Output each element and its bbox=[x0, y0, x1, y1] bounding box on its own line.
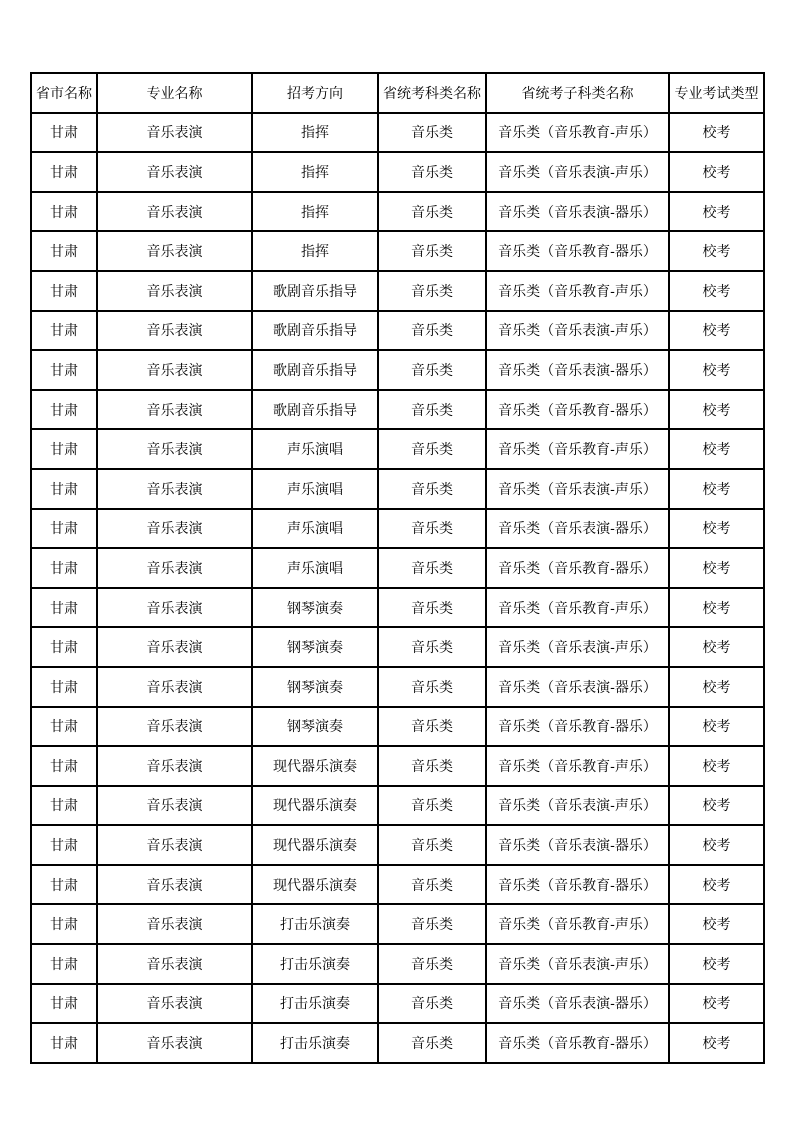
header-exam-category: 省统考科类名称 bbox=[378, 73, 486, 113]
cell-province: 甘肃 bbox=[31, 746, 97, 786]
cell-major: 音乐表演 bbox=[97, 1023, 252, 1063]
cell-direction: 现代器乐演奏 bbox=[252, 825, 378, 865]
table-row bbox=[31, 271, 764, 311]
cell-exam-subcategory: 音乐类（音乐表演-器乐） bbox=[486, 984, 669, 1024]
cell-exam-type: 校考 bbox=[669, 231, 764, 271]
cell-province: 甘肃 bbox=[31, 350, 97, 390]
cell-direction: 声乐演唱 bbox=[252, 429, 378, 469]
cell-exam-category: 音乐类 bbox=[378, 904, 486, 944]
cell-direction: 打击乐演奏 bbox=[252, 944, 378, 984]
cell-exam-type: 校考 bbox=[669, 627, 764, 667]
cell-province: 甘肃 bbox=[31, 469, 97, 509]
cell-exam-type: 校考 bbox=[669, 429, 764, 469]
cell-exam-type: 校考 bbox=[669, 667, 764, 707]
cell-exam-category: 音乐类 bbox=[378, 786, 486, 826]
cell-exam-category: 音乐类 bbox=[378, 746, 486, 786]
cell-major: 音乐表演 bbox=[97, 786, 252, 826]
document-page bbox=[30, 72, 763, 1064]
cell-exam-type: 校考 bbox=[669, 113, 764, 153]
header-province: 省市名称 bbox=[31, 73, 97, 113]
cell-major: 音乐表演 bbox=[97, 825, 252, 865]
cell-province: 甘肃 bbox=[31, 429, 97, 469]
table-row bbox=[31, 707, 764, 747]
cell-direction: 声乐演唱 bbox=[252, 469, 378, 509]
cell-exam-subcategory: 音乐类（音乐教育-声乐） bbox=[486, 746, 669, 786]
table-header bbox=[31, 73, 764, 113]
table-row bbox=[31, 667, 764, 707]
cell-exam-category: 音乐类 bbox=[378, 509, 486, 549]
cell-major: 音乐表演 bbox=[97, 429, 252, 469]
cell-direction: 现代器乐演奏 bbox=[252, 786, 378, 826]
cell-province: 甘肃 bbox=[31, 707, 97, 747]
cell-major: 音乐表演 bbox=[97, 271, 252, 311]
cell-exam-subcategory: 音乐类（音乐表演-声乐） bbox=[486, 944, 669, 984]
cell-exam-subcategory: 音乐类（音乐表演-声乐） bbox=[486, 469, 669, 509]
cell-exam-category: 音乐类 bbox=[378, 944, 486, 984]
cell-province: 甘肃 bbox=[31, 1023, 97, 1063]
cell-major: 音乐表演 bbox=[97, 152, 252, 192]
cell-province: 甘肃 bbox=[31, 588, 97, 628]
table-body bbox=[31, 113, 764, 1063]
cell-exam-category: 音乐类 bbox=[378, 192, 486, 232]
table-row bbox=[31, 548, 764, 588]
cell-exam-category: 音乐类 bbox=[378, 390, 486, 430]
cell-direction: 声乐演唱 bbox=[252, 548, 378, 588]
table-row bbox=[31, 311, 764, 351]
cell-major: 音乐表演 bbox=[97, 588, 252, 628]
cell-exam-category: 音乐类 bbox=[378, 667, 486, 707]
cell-major: 音乐表演 bbox=[97, 865, 252, 905]
table-row bbox=[31, 113, 764, 153]
cell-province: 甘肃 bbox=[31, 627, 97, 667]
cell-exam-subcategory: 音乐类（音乐教育-器乐） bbox=[486, 865, 669, 905]
table-row bbox=[31, 865, 764, 905]
cell-major: 音乐表演 bbox=[97, 231, 252, 271]
cell-major: 音乐表演 bbox=[97, 509, 252, 549]
cell-exam-subcategory: 音乐类（音乐教育-器乐） bbox=[486, 707, 669, 747]
cell-direction: 打击乐演奏 bbox=[252, 904, 378, 944]
table-row bbox=[31, 231, 764, 271]
cell-major: 音乐表演 bbox=[97, 311, 252, 351]
cell-exam-subcategory: 音乐类（音乐表演-器乐） bbox=[486, 350, 669, 390]
table-row bbox=[31, 390, 764, 430]
cell-exam-type: 校考 bbox=[669, 904, 764, 944]
cell-exam-category: 音乐类 bbox=[378, 588, 486, 628]
cell-exam-type: 校考 bbox=[669, 588, 764, 628]
cell-direction: 歌剧音乐指导 bbox=[252, 311, 378, 351]
cell-major: 音乐表演 bbox=[97, 746, 252, 786]
cell-exam-category: 音乐类 bbox=[378, 152, 486, 192]
cell-exam-type: 校考 bbox=[669, 825, 764, 865]
cell-direction: 歌剧音乐指导 bbox=[252, 271, 378, 311]
cell-exam-subcategory: 音乐类（音乐表演-声乐） bbox=[486, 786, 669, 826]
cell-exam-subcategory: 音乐类（音乐教育-声乐） bbox=[486, 429, 669, 469]
header-major: 专业名称 bbox=[97, 73, 252, 113]
header-direction: 招考方向 bbox=[252, 73, 378, 113]
cell-province: 甘肃 bbox=[31, 825, 97, 865]
cell-direction: 指挥 bbox=[252, 113, 378, 153]
cell-exam-subcategory: 音乐类（音乐教育-声乐） bbox=[486, 113, 669, 153]
cell-exam-type: 校考 bbox=[669, 548, 764, 588]
cell-province: 甘肃 bbox=[31, 786, 97, 826]
table-row bbox=[31, 984, 764, 1024]
cell-exam-type: 校考 bbox=[669, 469, 764, 509]
header-exam-type: 专业考试类型 bbox=[669, 73, 764, 113]
cell-exam-category: 音乐类 bbox=[378, 1023, 486, 1063]
table-row bbox=[31, 509, 764, 549]
table-row bbox=[31, 786, 764, 826]
cell-exam-category: 音乐类 bbox=[378, 707, 486, 747]
cell-exam-type: 校考 bbox=[669, 707, 764, 747]
cell-direction: 钢琴演奏 bbox=[252, 627, 378, 667]
table-row bbox=[31, 192, 764, 232]
table-row bbox=[31, 1023, 764, 1063]
cell-exam-type: 校考 bbox=[669, 746, 764, 786]
table-row bbox=[31, 588, 764, 628]
cell-exam-type: 校考 bbox=[669, 984, 764, 1024]
cell-major: 音乐表演 bbox=[97, 350, 252, 390]
cell-major: 音乐表演 bbox=[97, 113, 252, 153]
cell-exam-type: 校考 bbox=[669, 944, 764, 984]
cell-province: 甘肃 bbox=[31, 192, 97, 232]
cell-province: 甘肃 bbox=[31, 152, 97, 192]
table-row bbox=[31, 350, 764, 390]
cell-direction: 指挥 bbox=[252, 231, 378, 271]
cell-exam-category: 音乐类 bbox=[378, 548, 486, 588]
cell-exam-subcategory: 音乐类（音乐教育-器乐） bbox=[486, 390, 669, 430]
table-row bbox=[31, 627, 764, 667]
cell-province: 甘肃 bbox=[31, 865, 97, 905]
cell-direction: 指挥 bbox=[252, 152, 378, 192]
cell-exam-type: 校考 bbox=[669, 1023, 764, 1063]
cell-direction: 钢琴演奏 bbox=[252, 707, 378, 747]
cell-exam-subcategory: 音乐类（音乐表演-器乐） bbox=[486, 509, 669, 549]
cell-major: 音乐表演 bbox=[97, 627, 252, 667]
cell-province: 甘肃 bbox=[31, 944, 97, 984]
cell-major: 音乐表演 bbox=[97, 192, 252, 232]
cell-direction: 现代器乐演奏 bbox=[252, 865, 378, 905]
admissions-table bbox=[30, 72, 765, 1064]
cell-exam-subcategory: 音乐类（音乐教育-声乐） bbox=[486, 588, 669, 628]
table-row bbox=[31, 469, 764, 509]
cell-exam-category: 音乐类 bbox=[378, 865, 486, 905]
cell-direction: 现代器乐演奏 bbox=[252, 746, 378, 786]
cell-direction: 指挥 bbox=[252, 192, 378, 232]
cell-direction: 歌剧音乐指导 bbox=[252, 390, 378, 430]
cell-exam-type: 校考 bbox=[669, 786, 764, 826]
cell-exam-category: 音乐类 bbox=[378, 825, 486, 865]
cell-exam-subcategory: 音乐类（音乐表演-声乐） bbox=[486, 152, 669, 192]
cell-exam-category: 音乐类 bbox=[378, 984, 486, 1024]
cell-direction: 打击乐演奏 bbox=[252, 1023, 378, 1063]
cell-exam-subcategory: 音乐类（音乐表演-声乐） bbox=[486, 627, 669, 667]
cell-major: 音乐表演 bbox=[97, 984, 252, 1024]
cell-exam-type: 校考 bbox=[669, 152, 764, 192]
table-row bbox=[31, 746, 764, 786]
cell-province: 甘肃 bbox=[31, 231, 97, 271]
cell-major: 音乐表演 bbox=[97, 944, 252, 984]
cell-exam-subcategory: 音乐类（音乐教育-器乐） bbox=[486, 548, 669, 588]
cell-province: 甘肃 bbox=[31, 390, 97, 430]
cell-exam-subcategory: 音乐类（音乐表演-器乐） bbox=[486, 825, 669, 865]
cell-exam-category: 音乐类 bbox=[378, 311, 486, 351]
cell-exam-category: 音乐类 bbox=[378, 469, 486, 509]
cell-province: 甘肃 bbox=[31, 509, 97, 549]
cell-major: 音乐表演 bbox=[97, 469, 252, 509]
cell-province: 甘肃 bbox=[31, 984, 97, 1024]
cell-major: 音乐表演 bbox=[97, 707, 252, 747]
cell-direction: 钢琴演奏 bbox=[252, 667, 378, 707]
cell-exam-category: 音乐类 bbox=[378, 627, 486, 667]
cell-province: 甘肃 bbox=[31, 271, 97, 311]
cell-province: 甘肃 bbox=[31, 548, 97, 588]
cell-exam-category: 音乐类 bbox=[378, 350, 486, 390]
header-exam-subcategory: 省统考子科类名称 bbox=[486, 73, 669, 113]
cell-exam-subcategory: 音乐类（音乐教育-器乐） bbox=[486, 1023, 669, 1063]
cell-exam-subcategory: 音乐类（音乐教育-声乐） bbox=[486, 904, 669, 944]
cell-exam-type: 校考 bbox=[669, 509, 764, 549]
cell-exam-type: 校考 bbox=[669, 311, 764, 351]
table-row bbox=[31, 429, 764, 469]
table-row bbox=[31, 825, 764, 865]
cell-exam-category: 音乐类 bbox=[378, 231, 486, 271]
cell-exam-category: 音乐类 bbox=[378, 429, 486, 469]
cell-direction: 声乐演唱 bbox=[252, 509, 378, 549]
cell-major: 音乐表演 bbox=[97, 390, 252, 430]
cell-exam-type: 校考 bbox=[669, 865, 764, 905]
cell-exam-subcategory: 音乐类（音乐表演-声乐） bbox=[486, 311, 669, 351]
cell-exam-subcategory: 音乐类（音乐表演-器乐） bbox=[486, 667, 669, 707]
cell-exam-type: 校考 bbox=[669, 271, 764, 311]
cell-direction: 歌剧音乐指导 bbox=[252, 350, 378, 390]
header-row bbox=[31, 73, 764, 113]
cell-exam-subcategory: 音乐类（音乐表演-器乐） bbox=[486, 192, 669, 232]
cell-exam-category: 音乐类 bbox=[378, 113, 486, 153]
cell-province: 甘肃 bbox=[31, 667, 97, 707]
cell-province: 甘肃 bbox=[31, 904, 97, 944]
table-row bbox=[31, 152, 764, 192]
cell-direction: 钢琴演奏 bbox=[252, 588, 378, 628]
cell-exam-type: 校考 bbox=[669, 350, 764, 390]
cell-province: 甘肃 bbox=[31, 113, 97, 153]
cell-exam-subcategory: 音乐类（音乐教育-器乐） bbox=[486, 231, 669, 271]
cell-major: 音乐表演 bbox=[97, 667, 252, 707]
cell-exam-type: 校考 bbox=[669, 192, 764, 232]
cell-exam-type: 校考 bbox=[669, 390, 764, 430]
cell-direction: 打击乐演奏 bbox=[252, 984, 378, 1024]
table-row bbox=[31, 904, 764, 944]
cell-major: 音乐表演 bbox=[97, 904, 252, 944]
cell-province: 甘肃 bbox=[31, 311, 97, 351]
cell-major: 音乐表演 bbox=[97, 548, 252, 588]
table-row bbox=[31, 944, 764, 984]
cell-exam-subcategory: 音乐类（音乐教育-声乐） bbox=[486, 271, 669, 311]
cell-exam-category: 音乐类 bbox=[378, 271, 486, 311]
